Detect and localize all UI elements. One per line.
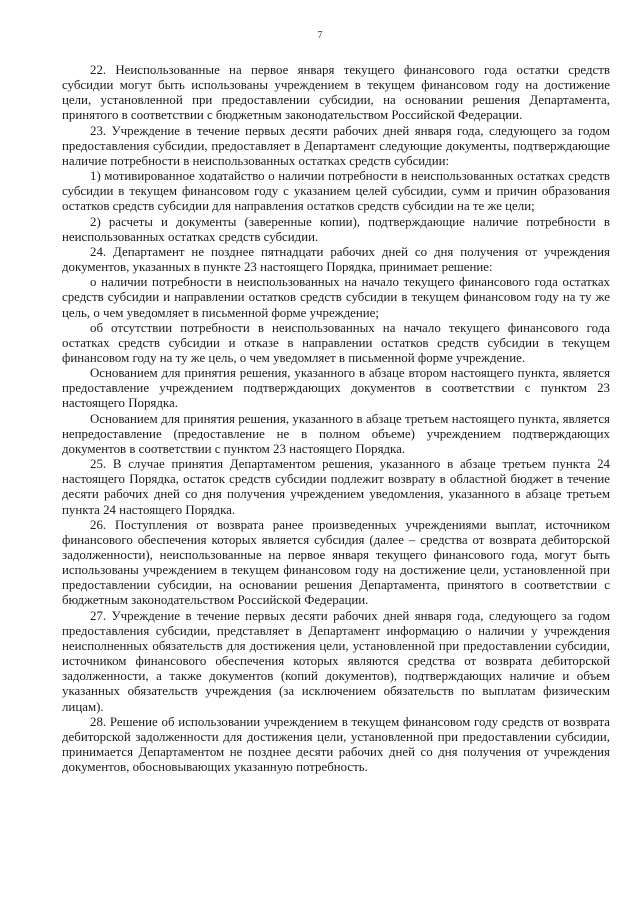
paragraph-24-basis-positive: Основанием для принятия решения, указанного в абзаце втором настоящего пункта, является предоставление учреждением подтверждающих документов в соответствии с пунктом 23 настоящего Порядка. [62, 366, 610, 411]
paragraph-24-basis-negative: Основанием для принятия решения, указанного в абзаце третьем настоящего пункта, является непредоставление (предоставление не в полном объеме) учреждением подтверждающих документов в соответствии с пунктом 23 настоящего Порядка. [62, 411, 610, 456]
paragraph-24-decision-positive: о наличии потребности в неиспользованных на начало текущего финансового года остатках средств субсидии и направлении остатков средств субсидии в текущем финансовом году на ту же цель, о чем уведомляет в письменной форме учреждение; [62, 275, 610, 320]
paragraph-24: 24. Департамент не позднее пятнадцати рабочих дней со дня получения от учреждения документов, указанных в пункте 23 настоящего Порядка, принимает решение: [62, 244, 610, 275]
paragraph-26: 26. Поступления от возврата ранее произведенных учреждениями выплат, источником финансового обеспечения которых является субсидия (далее – средства от возврата дебиторской задолженности), неиспользованные на первое января текущего финансового года, могут быть использованы учреждением в текущем финансовом году на достижение цели, установленной при предоставлении субсидии, на основании решения Департамента, принятого в соответствии с бюджетным законодательством Российской Федерации. [62, 517, 610, 608]
document-body [62, 63, 610, 775]
paragraph-23: 23. Учреждение в течение первых десяти рабочих дней января года, следующего за годом предоставления субсидии, предоставляет в Департамент следующие документы, подтверждающие наличие потребности в неиспользованных остатках средств субсидии: [62, 123, 610, 168]
paragraph-27: 27. Учреждение в течение первых десяти рабочих дней января года, следующего за годом предоставления субсидии, представляет в Департамент информацию о наличии у учреждения неисполненных обязательств для достижения цели, установленной при предоставлении субсидии, источником финансового обеспечения которых являются средства от возврата дебиторской задолженности, а также документов (копий документов), подтверждающих наличие и объем указанных обязательств учреждения (за исключением обязательств по выплатам физическим лицам). [62, 608, 610, 714]
paragraph-28: 28. Решение об использовании учреждением в текущем финансовом году средств от возврата дебиторской задолженности для достижения цели, установленной при предоставлении субсидии, принимается Департаментом не позднее десяти рабочих дней со дня получения от учреждения документов, обосновывающих указанную потребность. [62, 714, 610, 775]
paragraph-23-item-2: 2) расчеты и документы (заверенные копии), подтверждающие наличие потребности в неиспользованных остатках средств субсидии. [62, 214, 610, 244]
paragraph-25: 25. В случае принятия Департаментом решения, указанного в абзаце третьем пункта 24 настоящего Порядка, остаток средств субсидии подлежит возврату в областной бюджет в течение десяти рабочих дней со дня получения учреждением уведомления, указанного в абзаце третьем пункта 24 настоящего Порядка. [62, 457, 610, 517]
paragraph-23-item-1: 1) мотивированное ходатайство о наличии потребности в неиспользованных остатках средств субсидии в текущем финансовом году с указанием целей субсидии, сумм и причин образования остатков средств субсидии для направления остатков средств субсидии на те же цели; [62, 169, 610, 214]
page-number: 7 [317, 30, 323, 41]
paragraph-24-decision-negative: об отсутствии потребности в неиспользованных на начало текущего финансового года остатках средств субсидии и отказе в направлении остатков средств субсидии в текущем финансовом году на ту же цель, о чем уведомляет в письменной форме учреждение. [62, 320, 610, 365]
paragraph-22: 22. Неиспользованные на первое января текущего финансового года остатки средств субсидии могут быть использованы учреждением в текущем финансовом году на достижение цели, установленной при предоставлении субсидии, на основании решения Департамента, принятого в соответствии с бюджетным законодательством Российской Федерации. [62, 63, 610, 123]
